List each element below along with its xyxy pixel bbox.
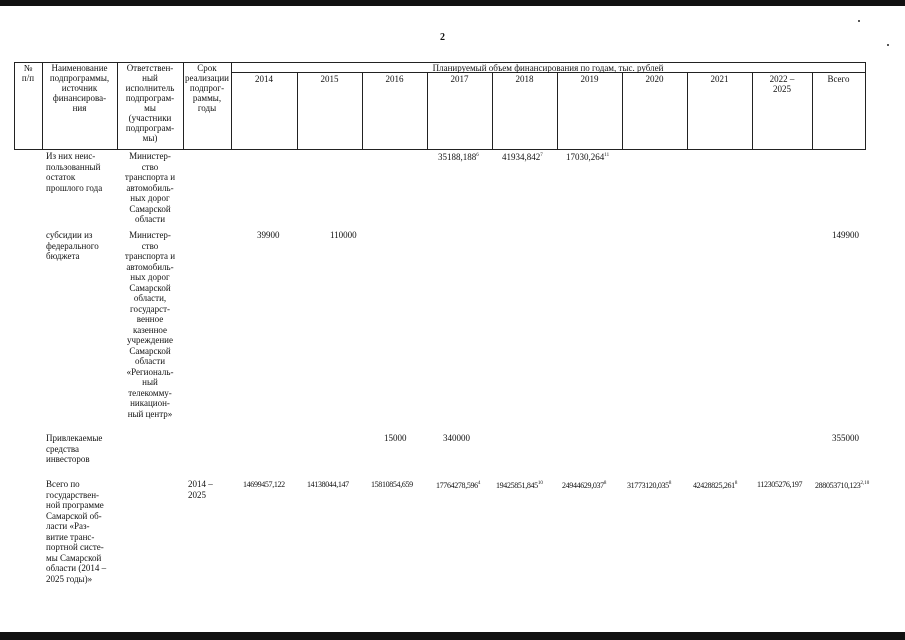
value-2014: 39900: [257, 230, 280, 240]
header-planned: Планируемый объем финансирования по годам, тыс. рублей: [432, 63, 664, 73]
header-year: 2018: [515, 74, 534, 84]
row-name: Из них неис- пользованный остаток прошлого года: [46, 151, 103, 193]
header-year: 2019: [580, 74, 599, 84]
page-number: 2: [440, 32, 445, 43]
header-total: Всего: [827, 74, 850, 84]
value-2019: 17030,264$^{11}$: [566, 152, 610, 162]
value-2015: 14138044,147: [307, 480, 349, 489]
row-name: Всего по государствен- ной программе Самарской об- ласти «Раз- витие транс- портной систе- мы Самарской области (2014 – 2025 годы)»: [46, 479, 107, 584]
value-2022-2025: 112305276,197: [757, 480, 803, 489]
grid-line: [14, 149, 866, 150]
value-2016: 15810854,659: [371, 480, 413, 489]
row-executor: Министер- ство транспорта и автомобиль- ных дорог Самарской области: [124, 151, 176, 224]
value-2018: 41934,842$^7$: [502, 152, 543, 162]
header-year: 2015: [320, 74, 339, 84]
value-total: 149900: [832, 230, 859, 240]
value-2017: 340000: [443, 433, 470, 443]
row-term: 2014 – 2025: [188, 479, 213, 500]
header-num: № п/п: [21, 63, 35, 83]
scan-bottom-edge: [0, 632, 905, 640]
scan-speck: [887, 44, 889, 46]
scan-speck: [858, 20, 860, 22]
row-executor: Министер- ство транспорта и автомобиль- ных дорог Самарской области, государст- венное казенное учреждение Самарской области «Региональ- ный телекомму- никацион- ный центр»: [124, 230, 176, 419]
header-year: 2021: [710, 74, 729, 84]
header-name: Наименование подпрограммы, источник финансирова- ния: [49, 63, 110, 113]
value-2016: 15000: [384, 433, 407, 443]
grid-line: [865, 62, 866, 150]
header-year: 2016: [385, 74, 404, 84]
header-year: 2017: [450, 74, 469, 84]
scan-top-edge: [0, 0, 905, 6]
value-2017: 35188,188$^6$: [438, 152, 479, 162]
value-total: 355000: [832, 433, 859, 443]
header-executor: Ответствен- ный исполнитель подпрограм- мы (участники подпрограм- мы): [125, 63, 175, 143]
value-2019: 24944629,037$^8$: [562, 481, 607, 490]
value-total: 288053710,123$^{2,10}$: [815, 481, 870, 490]
row-name: Привлекаемые средства инвесторов: [46, 433, 103, 464]
header-year: 2022 – 2025: [769, 74, 795, 94]
header-term: Срок реализации подпрог- раммы, годы: [185, 63, 229, 113]
header-year: 2014: [255, 74, 273, 84]
header-year: 2020: [645, 74, 664, 84]
value-2021: 42428825,261$^8$: [693, 481, 738, 490]
value-2020: 31773120,035$^8$: [627, 481, 672, 490]
value-2018: 19425851,845$^{10}$: [496, 481, 543, 490]
row-name: субсидии из федерального бюджета: [46, 230, 99, 261]
value-2015: 110000: [330, 230, 357, 240]
value-2014: 14699457,122: [243, 480, 285, 489]
value-2017: 17764278,596$^4$: [436, 481, 481, 490]
